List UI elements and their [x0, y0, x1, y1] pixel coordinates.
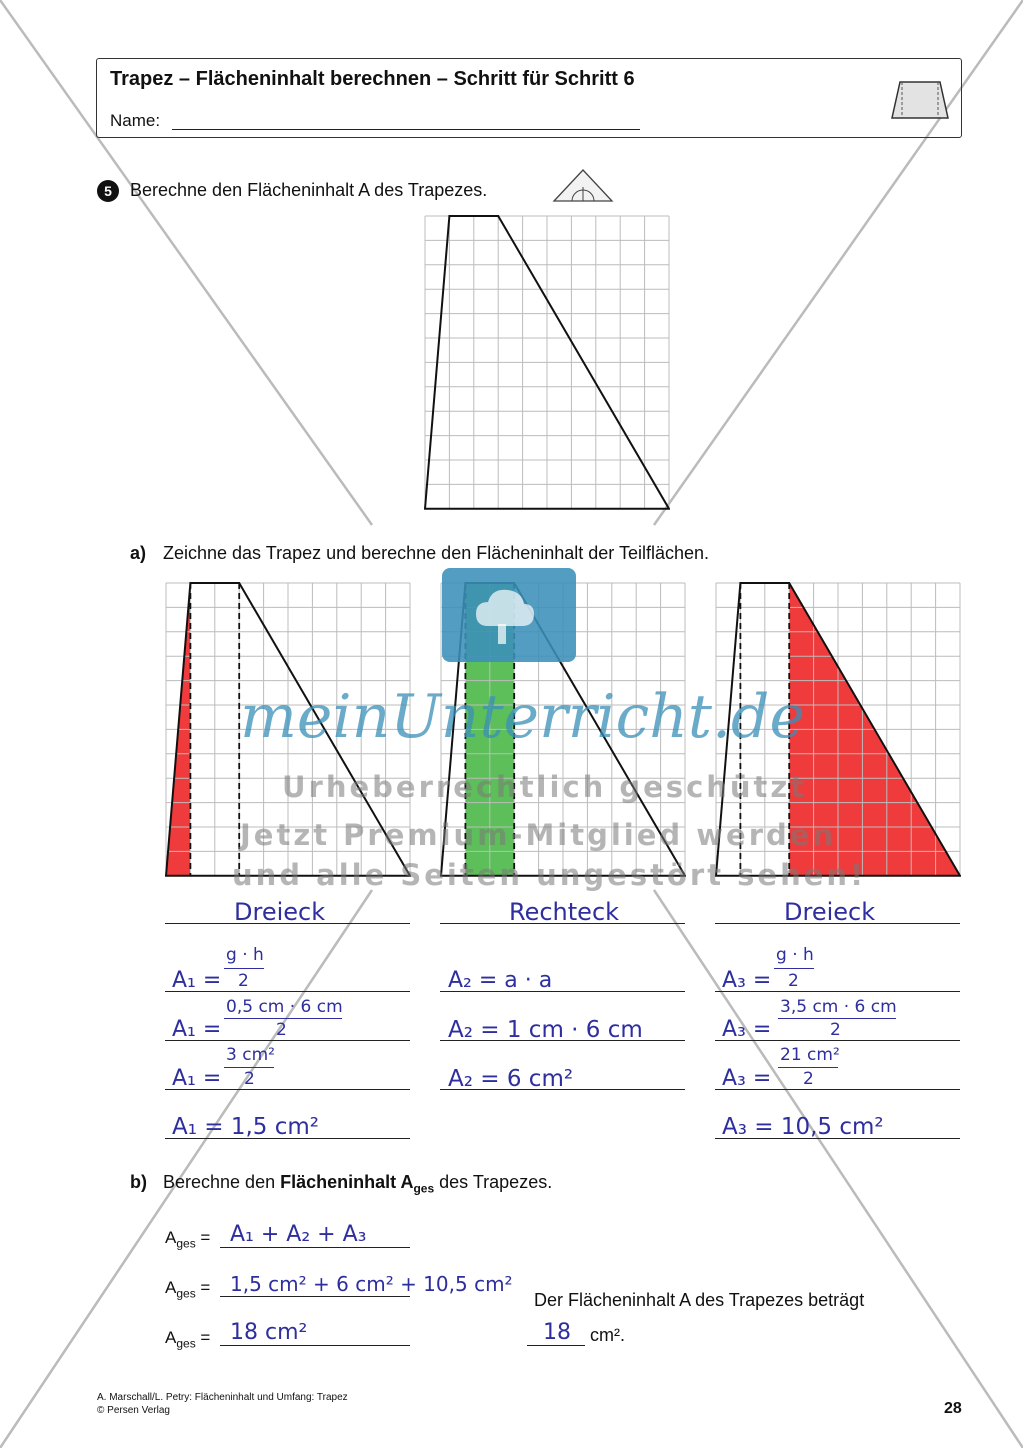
heading-line-left [165, 923, 410, 924]
watermark-line-1: Urheberrechtlich geschützt [282, 770, 808, 804]
conclusion-line [527, 1345, 585, 1346]
a2-line-2 [440, 1040, 685, 1041]
ages-line-1 [220, 1247, 410, 1248]
a2-row-2: A₂ = 1 cm · 6 cm [448, 1017, 643, 1043]
ages-line-3 [220, 1345, 410, 1346]
ages-lhs: A [165, 1228, 177, 1247]
a1-frac-1-den: 2 [238, 971, 249, 991]
ages-label-2 [165, 1278, 210, 1300]
name-field[interactable] [172, 129, 640, 130]
part-a-text: Zeichne das Trapez und berechne den Flächeninhalt der Teilflächen. [163, 543, 710, 563]
footer-credit: A. Marschall/L. Petry: Flächeninhalt und Umfang: Trapez [97, 1392, 348, 1403]
a1-line-1 [165, 991, 410, 992]
ages-lhs: A [165, 1278, 177, 1297]
a3-frac-2-den: 2 [830, 1020, 841, 1040]
a3-row-2: A₃ = [722, 1017, 772, 1042]
a1-line-4 [165, 1138, 410, 1139]
watermark-badge [440, 566, 578, 664]
task-text: Berechne den Flächeninhalt A des Trapezes. [130, 180, 488, 200]
ages-lhs-sub: ges [176, 1336, 196, 1351]
a1-frac-2-num: 0,5 cm · 6 cm [226, 997, 343, 1017]
a1-result: A₁ = 1,5 cm² [172, 1114, 320, 1140]
a1-frac-2-bar [224, 1018, 342, 1019]
a1-frac-3-den: 2 [244, 1069, 255, 1089]
a3-row-1: A₃ = [722, 968, 772, 993]
a3-frac-1-den: 2 [788, 971, 799, 991]
set-square-icon [552, 167, 614, 203]
a3-frac-3-num: 21 cm² [780, 1045, 840, 1065]
task-number: 5 [104, 183, 112, 199]
a1-frac-2-den: 2 [276, 1020, 287, 1040]
a2-line-3 [440, 1089, 685, 1090]
a3-frac-2-bar [778, 1018, 896, 1019]
a2-row-1: A₂ = a · a [448, 968, 553, 993]
a2-line-1 [440, 991, 685, 992]
page-title: Trapez – Flächeninhalt berechnen – Schritt für Schritt 6 [110, 68, 635, 90]
a1-frac-3-bar [224, 1067, 274, 1068]
ages-lhs-eq: = [195, 1328, 211, 1347]
heading-dreieck-right: Dreieck [784, 898, 876, 926]
a3-line-4 [715, 1138, 960, 1139]
ages-lhs-sub: ges [176, 1236, 196, 1251]
part-b-text-bold: Flächeninhalt A [280, 1172, 414, 1192]
a3-line-3 [715, 1089, 960, 1090]
ages-lhs-eq: = [195, 1278, 211, 1297]
footer-publisher: © Persen Verlag [97, 1405, 170, 1416]
a3-result: A₃ = 10,5 cm² [722, 1114, 884, 1140]
a3-frac-1-bar [774, 968, 814, 969]
a3-row-3: A₃ = [722, 1066, 772, 1091]
ages-label-1 [165, 1228, 210, 1250]
conclusion-unit: cm². [590, 1325, 625, 1345]
ages-lhs: A [165, 1328, 177, 1347]
a3-line-2 [715, 1040, 960, 1041]
ages-lhs-sub: ges [176, 1286, 196, 1301]
a1-row-2: A₁ = [172, 1017, 222, 1042]
a3-frac-3-den: 2 [803, 1069, 814, 1089]
ages-lhs-eq: = [195, 1228, 211, 1247]
a1-frac-3-num: 3 cm² [226, 1045, 275, 1065]
main-trapezoid-grid [424, 215, 670, 511]
ages-line-2 [220, 1296, 410, 1297]
heading-line-middle [440, 923, 685, 924]
part-b-text-post: des Trapezes. [434, 1172, 553, 1192]
part-b-text [163, 1172, 552, 1196]
conclusion-result: 18 [543, 1320, 571, 1345]
trapezoid-icon [890, 80, 950, 120]
a2-row-3: A₂ = 6 cm² [448, 1066, 574, 1092]
ages-label-3 [165, 1328, 210, 1350]
heading-rechteck: Rechteck [509, 898, 620, 926]
a3-frac-2-num: 3,5 cm · 6 cm [780, 997, 897, 1017]
heading-line-right [715, 923, 960, 924]
part-b-text-sub: ges [413, 1181, 435, 1196]
name-label: Name: [110, 111, 161, 130]
watermark-line-3: und alle Seiten ungestört sehen! [232, 858, 867, 892]
a3-line-1 [715, 991, 960, 992]
task-number-badge [97, 180, 119, 202]
conclusion-text: Der Flächeninhalt A des Trapezes beträgt [534, 1290, 865, 1310]
heading-dreieck-left: Dreieck [234, 898, 326, 926]
page-number: 28 [944, 1400, 962, 1417]
a1-row-1: A₁ = [172, 968, 222, 993]
watermark-brand: meinUnterricht.de [240, 682, 805, 752]
ages-answer-1: A₁ + A₂ + A₃ [230, 1222, 367, 1247]
a1-frac-1-bar [224, 968, 264, 969]
part-b-label: b) [130, 1172, 147, 1192]
a1-row-3: A₁ = [172, 1066, 222, 1091]
a1-frac-1-num: g · h [226, 945, 264, 965]
watermark-line-2: Jetzt Premium-Mitglied werden [240, 818, 837, 852]
ages-answer-2: 1,5 cm² + 6 cm² + 10,5 cm² [230, 1272, 513, 1296]
a1-line-2 [165, 1040, 410, 1041]
a1-line-3 [165, 1089, 410, 1090]
part-b-text-pre: Berechne den [163, 1172, 281, 1192]
a3-frac-1-num: g · h [776, 945, 814, 965]
part-a-label: a) [130, 543, 147, 563]
a3-frac-3-bar [778, 1067, 838, 1068]
ages-answer-3: 18 cm² [230, 1320, 308, 1345]
